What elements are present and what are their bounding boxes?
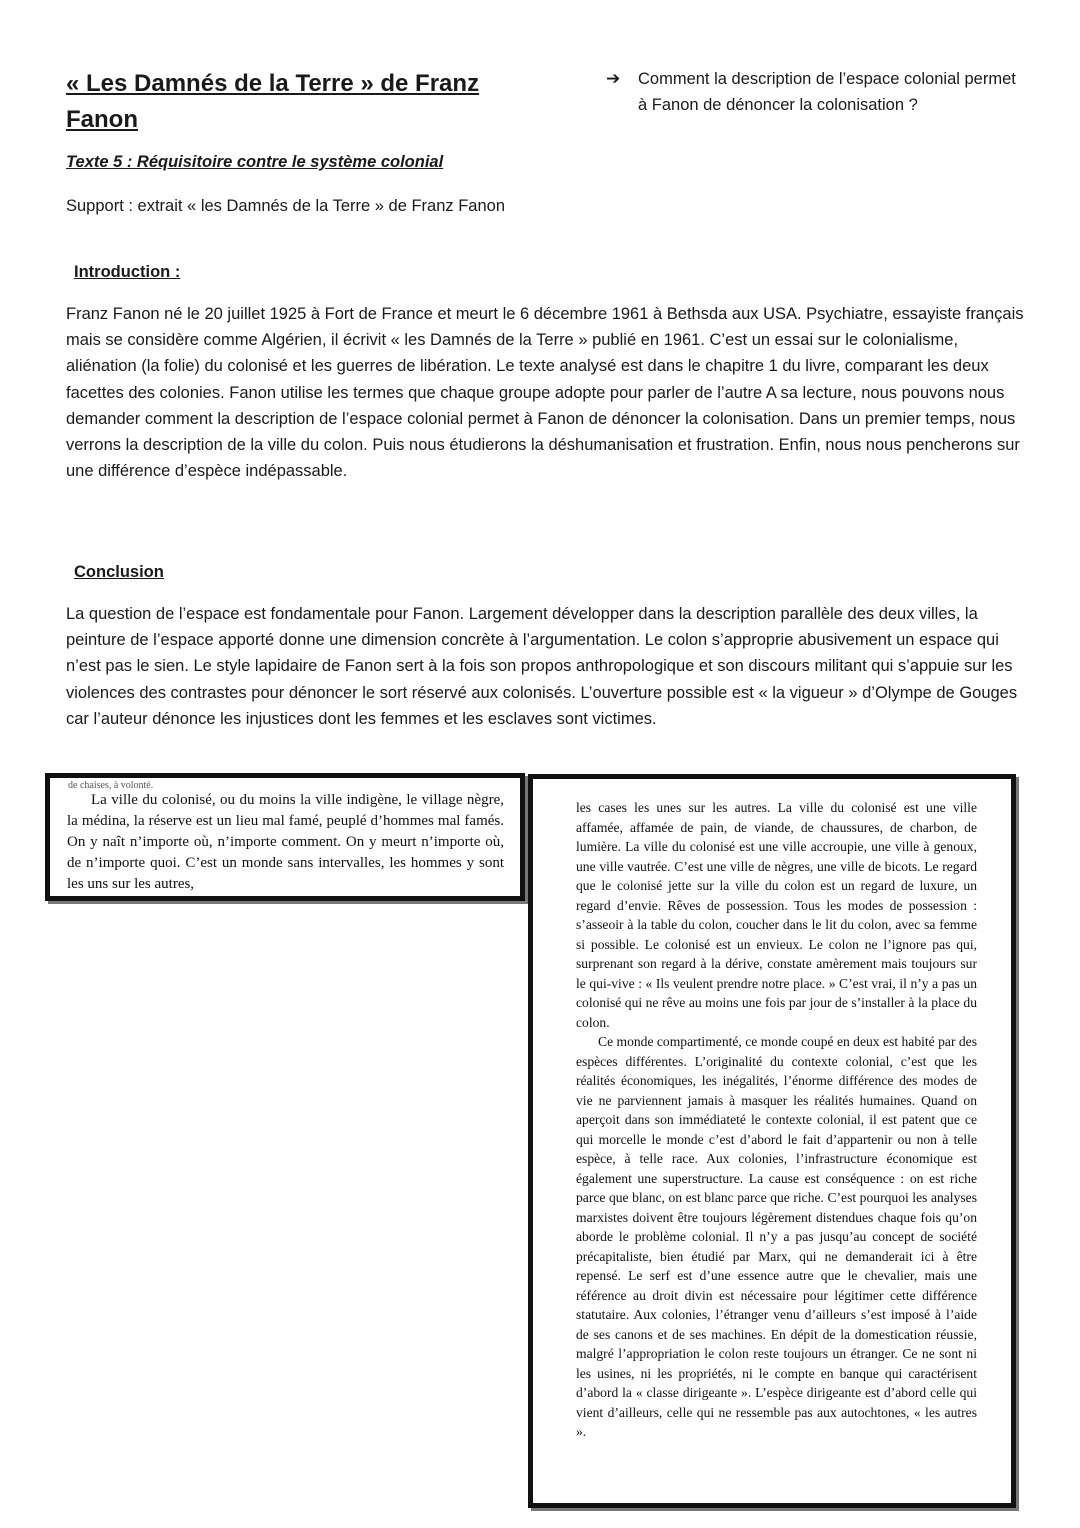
problematic-question bbox=[606, 66, 1026, 118]
introduction-paragraph: Franz Fanon né le 20 juillet 1925 à Fort de France et meurt le 6 décembre 1961 à Bethsda aux USA. Psychiatre, essayiste français mais se considère comme Algérien, il écrivit « les Damnés de la Terre » publié en 1961. C’est un essai sur le colonialisme, aliénation (la folie) du colonisé et les guerres de libération. Le texte analysé est dans le chapitre 1 du livre, comparant les deux facettes des colonies. Fanon utilise les termes que chaque groupe adopte pour parler de l’autre A sa lecture, nous pouvons nous demander comment la description de l’espace colonial permet à Fanon de dénoncer la colonisation. Dans un premier temps, nous verrons la description de la ville du colon. Puis nous étudierons la déshumanisation et frustration. Enfin, nous nous pencherons sur une différence d’espèce indépassable. bbox=[66, 305, 1024, 481]
excerpt-text-part-1: La ville du colonisé, ou du moins la ville indigène, le village nègre, la médina, la réserve est un lieu mal famé, peuplé d’hommes mal famés. On y naît n’importe où, n’importe comment. On y meurt n’importe où, de n’importe quoi. C’est un monde sans intervalles, les hommes y sont les uns sur les autres, bbox=[67, 792, 504, 892]
excerpt-text-part-2b: Ce monde compartimenté, ce monde coupé en deux est habité par des espèces différentes. L’originalité du contexte colonial, c’est que les réalités économiques, les inégalités, l’énorme différence des modes de vie ne parviennent jamais à masquer les réalités humaines. Quand on aperçoit dans son immédiateté le contexte colonial, il est patent que ce qui morcelle le monde c’est d’abord le fait d’appartenir ou non à telle espèce, à telle race. Aux colonies, l’infrastructure économique est également une superstructure. La cause est conséquence : on est riche parce que blanc, on est blanc parce que riche. C’est pourquoi les analyses marxistes doivent être toujours légèrement distendues chaque fois qu’on aborde le problème colonial. Il n’y a pas jusqu’au concept de société précapitaliste, bien étudié par Marx, qui ne demanderait ici à être repensé. Le serf est d’une essence autre que le chevalier, mais une référence au droit divin est nécessaire pour légitimer cette différence statutaire. Aux colonies, l’étranger venu d’ailleurs s’est imposé à l’aide de ses canons et de ses machines. En dépit de la domestication réussie, malgré l’appropriation le colon reste toujours un étranger. Ce ne sont ni les usines, ni les propriétés, ni le compte en banque qui caractérisent d’abord la « classe dirigeante ». L’espèce dirigeante est d’abord celle qui vient d’ailleurs, celle qui ne ressemble pas aux autochtones, « les autres ». bbox=[576, 1034, 977, 1439]
excerpt-scan-part-2 bbox=[528, 774, 1016, 1508]
excerpt-text-part-2a: les cases les unes sur les autres. La ville du colonisé est une ville affamée, affamée de pain, de viande, de chaussures, de charbon, de lumière. La ville du colonisé est une ville accroupie, une ville à genoux, une ville vautrée. C’est une ville de nègres, une ville de bicots. Le regard que le colonisé jette sur la ville du colon est un regard de luxure, un regard d’envie. Rêves de possession. Tous les modes de possession : s’asseoir à la table du colon, coucher dans le lit du colon, avec sa femme si possible. Le colonisé est un envieux. Le colon ne l’ignore pas qui, surprenant son regard à la dérive, constate amèrement mais toujours sur le qui-vive : « Ils veulent prendre notre place. » C’est vrai, il n’y a pas un colonisé qui ne rêve au moins une fois par jour de s’installer à la place du colon. bbox=[576, 800, 977, 1030]
excerpt-cut-line: de chaises, à volonté. bbox=[68, 780, 154, 791]
excerpt-scan-part-1 bbox=[45, 773, 525, 901]
conclusion-paragraph: La question de l’espace est fondamentale pour Fanon. Largement développer dans la description parallèle des deux villes, la peinture de l’espace apporté donne une dimension concrète à l’argumentation. Le colon s’approprie abusivement un espace qui n’est pas le sien. Le style lapidaire de Fanon sert à la fois son propos anthropologique et son discours militant qui s’appuie sur les violences des contrastes pour dénoncer le sort réservé aux colonisés. L’ouverture possible est « la vigueur » d’Olympe de Gouges car l’auteur dénonce les injustices dont les femmes et les esclaves sont victimes. bbox=[66, 605, 1018, 728]
question-text: Comment la description de l’espace colonial permet à Fanon de dénoncer la colonisation ? bbox=[638, 70, 1016, 114]
text-subtitle: Texte 5 : Réquisitoire contre le système colonial bbox=[66, 153, 444, 171]
document-title: « Les Damnés de la Terre » de Franz Fanon bbox=[66, 70, 480, 133]
conclusion-heading: Conclusion bbox=[74, 563, 164, 581]
support-line: Support : extrait « les Damnés de la Terre » de Franz Fanon bbox=[66, 197, 506, 215]
arrow-right-icon: ➔ bbox=[606, 69, 621, 88]
introduction-heading: Introduction : bbox=[74, 263, 181, 281]
